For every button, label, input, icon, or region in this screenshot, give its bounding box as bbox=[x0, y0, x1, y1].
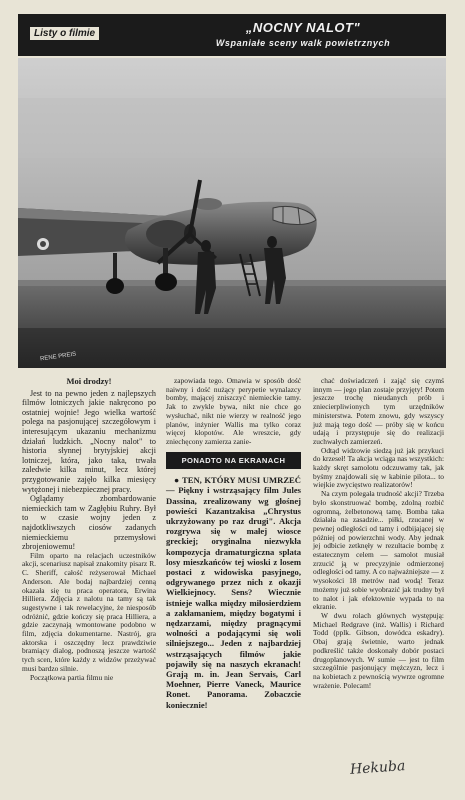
paragraph: Początkowa partia filmu nie bbox=[30, 672, 114, 682]
author-signature: Hekuba bbox=[349, 758, 406, 778]
column-3 bbox=[313, 377, 444, 690]
film-still-photo bbox=[18, 58, 446, 368]
greeting: Moi drodzy! bbox=[66, 376, 112, 386]
article-subtitle: Wspaniałe sceny walk powietrznych bbox=[215, 38, 391, 48]
paragraph: Na czym polegała trudność akcji? Trzeba było skonstruować bombę, zdolną rozbić ogromną, żelbetonową tamę. Bomba taka działała na zasadzie... piłki, rzucanej w pewnej odległości od tamy i odbijającej się później od powierzchni wody. Aby jednak jej odbicie zetknęły w rezultacie bombę z estatecznym celem — samolot musiał zrzucić ją w precyzyjnie odmierzonej odległości od tamy. A co najważniejsze — z wysokości 18 metrów nad wodą! Teraz możemy już sobie wyobrazić jak trudny był to nalot i jak efektownie wypada to na ekranie. bbox=[313, 489, 444, 612]
paragraph: Odtąd widzowie siedzą już jak przykuci do krzeseł! Ta akcja wciąga nas wszystkich: każdy skręt samolotu odczuwamy tak, jak byśmy znajdowali się w kabinie pilota... to wiejkie zwycięstwo realizatorów! bbox=[313, 445, 444, 490]
paragraph: Oglądamy zbombardowanie niemieckich tam w Zagłębiu Ruhry. Był to w czasie wojny jeden z najdotkliwszych ciosów zadanych niemieckiemu przemysłowi zbrojeniowemu! bbox=[22, 494, 156, 552]
article-title: „NOCNY NALOT" bbox=[245, 20, 361, 35]
column-2 bbox=[166, 377, 301, 710]
film-review: ● TEN, KTÓRY MUSI UMRZEĆ — Piękny i wstrząsający film Jules Dassina, zrealizowany wg głośnej powieści Kazantzakisa „Chrystus ukrzyżowany po raz drugi". Akcja rozgrywa się w małej wiosce greckiej; oryginalna niezwykła kompozycja dramaturgiczna splata losy mieszkańców tej wioski z losem postaci z widowiska pasyjnego, odgrywanego przez nich z okazji Wielkiejnocy. Sens? Wiecznie istnieje walka między miłosierdziem a zakłamaniem, między bogatymi i nędzarzami, między pragnącymi wolności a podającymi się woli silniejszego... Jeden z najbardziej wstrząsających filmów jakie pojawiły się na naszych ekranach! Grają m. in. Jean Servais, Carl Moehner, Pierre Vaneck, Maurice Ronet. Panorama. Zobaczcie koniecznie! bbox=[166, 475, 301, 710]
paragraph: zapowiada tego. Omawia w sposób dość naiwny i dość nużący perypetie wynalazcy bomby, mającej zniszczyć niemieckie tamy. Jak to zwykle bywa, nikt nie chce go wysłuchać, nikt nie wierzy w realność jego planów, inżynier Wallis ma tylko coraz więcej kłopotów. Ale wreszcie, gdy zniechęcony zamierza zanie- bbox=[166, 376, 301, 446]
article-header bbox=[18, 14, 446, 56]
column-1 bbox=[22, 377, 156, 682]
section-banner: PONADTO NA EKRANACH bbox=[166, 452, 301, 470]
photo-credit: RENE PREIS bbox=[39, 351, 77, 363]
paragraph: Film oparto na relacjach uczestników akcji, scenariusz napisał znakomity pisarz R. C. Sheriff, całość reżyserował Michael Anderson. Ale bodaj najbardziej cenną okazała się tu praca operatora, Erwina Hilliera. Zdjęcia z nalotu na tamy są tak sugestywne i tak rewelacyjne, że niesposób odróżnić, gdzie kończy się praca Hilliera, a gdzie zaczynają wmontowane podobno w film, zdjęcia dokumentarne. Nastrój, gra aktorska i oszczędny lecz prawdziwie bramiący dialog, podnoszą jeszcze wartość tych scen, które każdy z widzów przeżywać musi bardzo silnie. bbox=[22, 550, 156, 673]
paragraph: W dwu rolach głównych występują: Michael Redgrave (inż. Wallis) i Richard Todd (pplk. Gibson, dowódca eskadry). Obaj grają świetnie, warto jednak podkreślić także doskonały dobór postaci drugoplanowych. W sumie — jest to film szczególnie pasjonujący mężczyzn, lecz i na kobietach z pewnością wywrze ogromne wrażenie. Polecam! bbox=[313, 610, 444, 690]
bomber-plane-image bbox=[18, 58, 446, 368]
paragraph: Jest to na pewno jeden z najlepszych filmów lotniczych jakie nakręcono po ostatniej wojnie! Jego wielka wartość polega na pasjonującej szczegółowym i interesującym ukazaniu mechanizmu działań ludzkich. „Nocny nalot" to historia słynnej brytyjskiej akcji lotniczej, która, jako taka, trwała zaledwie kilka minut, lecz której przygotowanie zajęło kilka miesięcy wytężonej i niebezpiecznej pracy. bbox=[22, 388, 156, 494]
section-label: Listy o filmie bbox=[30, 27, 99, 40]
paragraph: chać doświadczeń i zająć się czymś innym — jego plan zostaje przyjęty! Potem jeszcze trochę nieudanych prób i zniecierpliwionych tym urzędników ministerstwa. Potem znowu, gdy wszyscy już mają tego dość — próby się w końcu udają i przystępuje się do realizacji zuchwałych zamierzeń. bbox=[313, 376, 444, 446]
